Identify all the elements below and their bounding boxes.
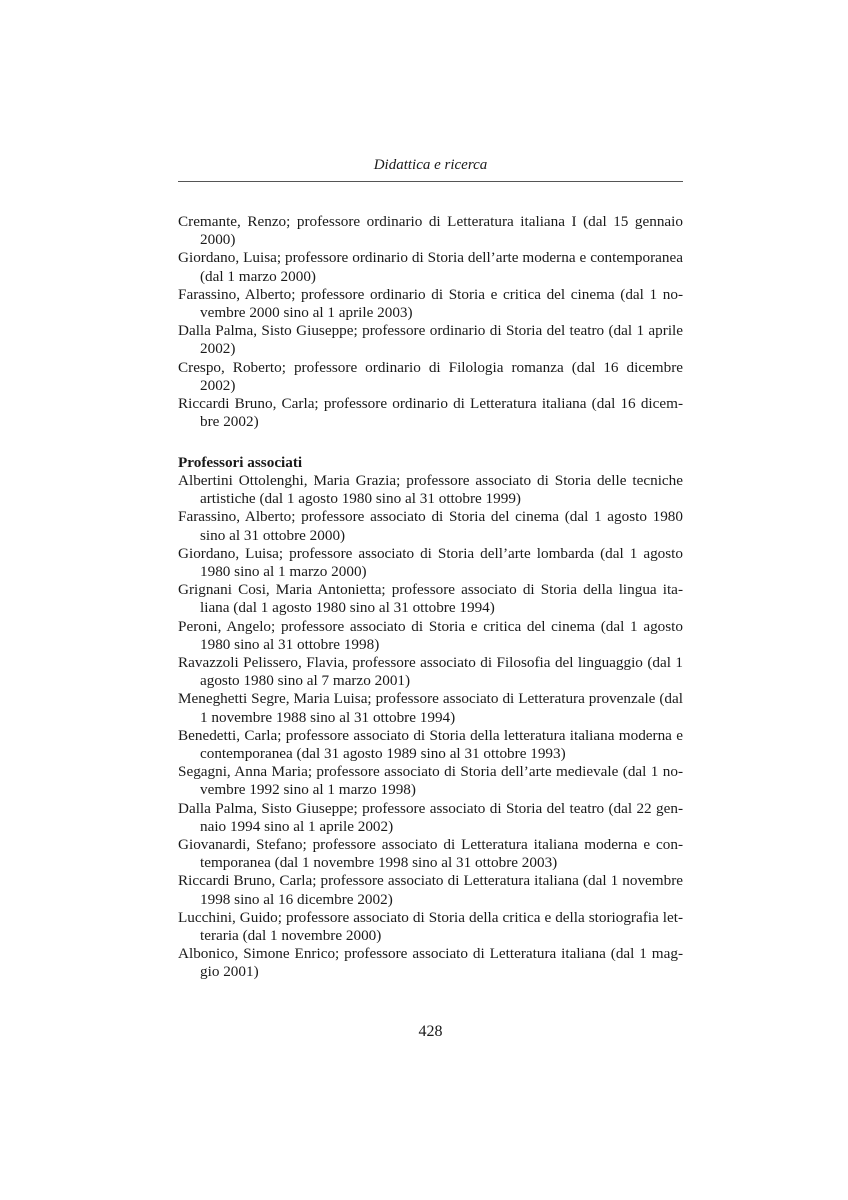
list-item: Riccardi Bruno, Carla; professore ordinario di Letteratura italiana (dal 16 dicembre 2002) (178, 395, 683, 431)
list-item: Meneghetti Segre, Maria Luisa; professore associato di Letteratura provenzale (dal 1 novembre 1988 sino al 31 ottobre 1994) (178, 690, 683, 726)
header-rule (178, 181, 683, 182)
list-item: Farassino, Alberto; professore associato di Storia del cinema (dal 1 agosto 1980 sino al 31 ottobre 2000) (178, 508, 683, 544)
list-item: Giordano, Luisa; professore ordinario di Storia dell’arte moderna e contemporanea (dal 1 marzo 2000) (178, 249, 683, 285)
list-item: Ravazzoli Pelissero, Flavia, professore associato di Filosofia del linguaggio (dal 1 agosto 1980 sino al 7 marzo 2001) (178, 654, 683, 690)
running-header: Didattica e ricerca (373, 157, 488, 173)
list-item: Cremante, Renzo; professore ordinario di Letteratura italiana I (dal 15 gennaio 2000) (178, 213, 683, 249)
list-item: Farassino, Alberto; professore ordinario di Storia e critica del cinema (dal 1 novembre 2000 sino al 1 aprile 2003) (178, 285, 683, 322)
list-item: Giovanardi, Stefano; professore associato di Letteratura italiana moderna e contemporanea (dal 1 novembre 1998 sino al 31 ottobre 2003) (178, 836, 683, 872)
list-item: Giordano, Luisa; professore associato di Storia dell’arte lombarda (dal 1 agosto 1980 sino al 1 marzo 2000) (178, 544, 683, 581)
list-item: Albertini Ottolenghi, Maria Grazia; professore associato di Storia delle tecniche artistiche (dal 1 agosto 1980 sino al 31 ottobre 1999) (178, 472, 683, 508)
list-item: Peroni, Angelo; professore associato di Storia e critica del cinema (dal 1 agosto 1980 sino al 31 ottobre 1998) (178, 617, 683, 653)
section-heading: Professori associati (178, 454, 303, 471)
list-item: Dalla Palma, Sisto Giuseppe; professore associato di Storia del teatro (dal 22 gennaio 1994 sino al 1 aprile 2002) (178, 799, 683, 835)
list-item: Albonico, Simone Enrico; professore associato di Letteratura italiana (dal 1 maggio 2001) (178, 945, 683, 981)
list-item: Dalla Palma, Sisto Giuseppe; professore ordinario di Storia del teatro (dal 1 aprile 2002) (178, 322, 683, 358)
list-item: Lucchini, Guido; professore associato di Storia della critica e della storiografia letteraria (dal 1 novembre 2000) (178, 908, 683, 945)
list-item: Segagni, Anna Maria; professore associato di Storia dell’arte medievale (dal 1 novembre 1992 sino al 1 marzo 1998) (178, 763, 683, 799)
list-item: Riccardi Bruno, Carla; professore associato di Letteratura italiana (dal 1 novembre 1998 sino al 16 dicembre 2002) (178, 872, 683, 908)
page-number: 428 (418, 1023, 443, 1040)
ordinari-list (178, 213, 683, 431)
list-item: Grignani Cosi, Maria Antonietta; professore associato di Storia della lingua italiana (dal 1 agosto 1980 sino al 31 ottobre 1994) (178, 581, 683, 617)
list-item: Benedetti, Carla; professore associato di Storia della letteratura italiana moderna e contemporanea (dal 31 agosto 1989 sino al 31 ottobre 1993) (178, 726, 683, 763)
associati-section (178, 453, 683, 982)
list-item: Crespo, Roberto; professore ordinario di Filologia romanza (dal 16 dicembre 2002) (178, 358, 683, 394)
